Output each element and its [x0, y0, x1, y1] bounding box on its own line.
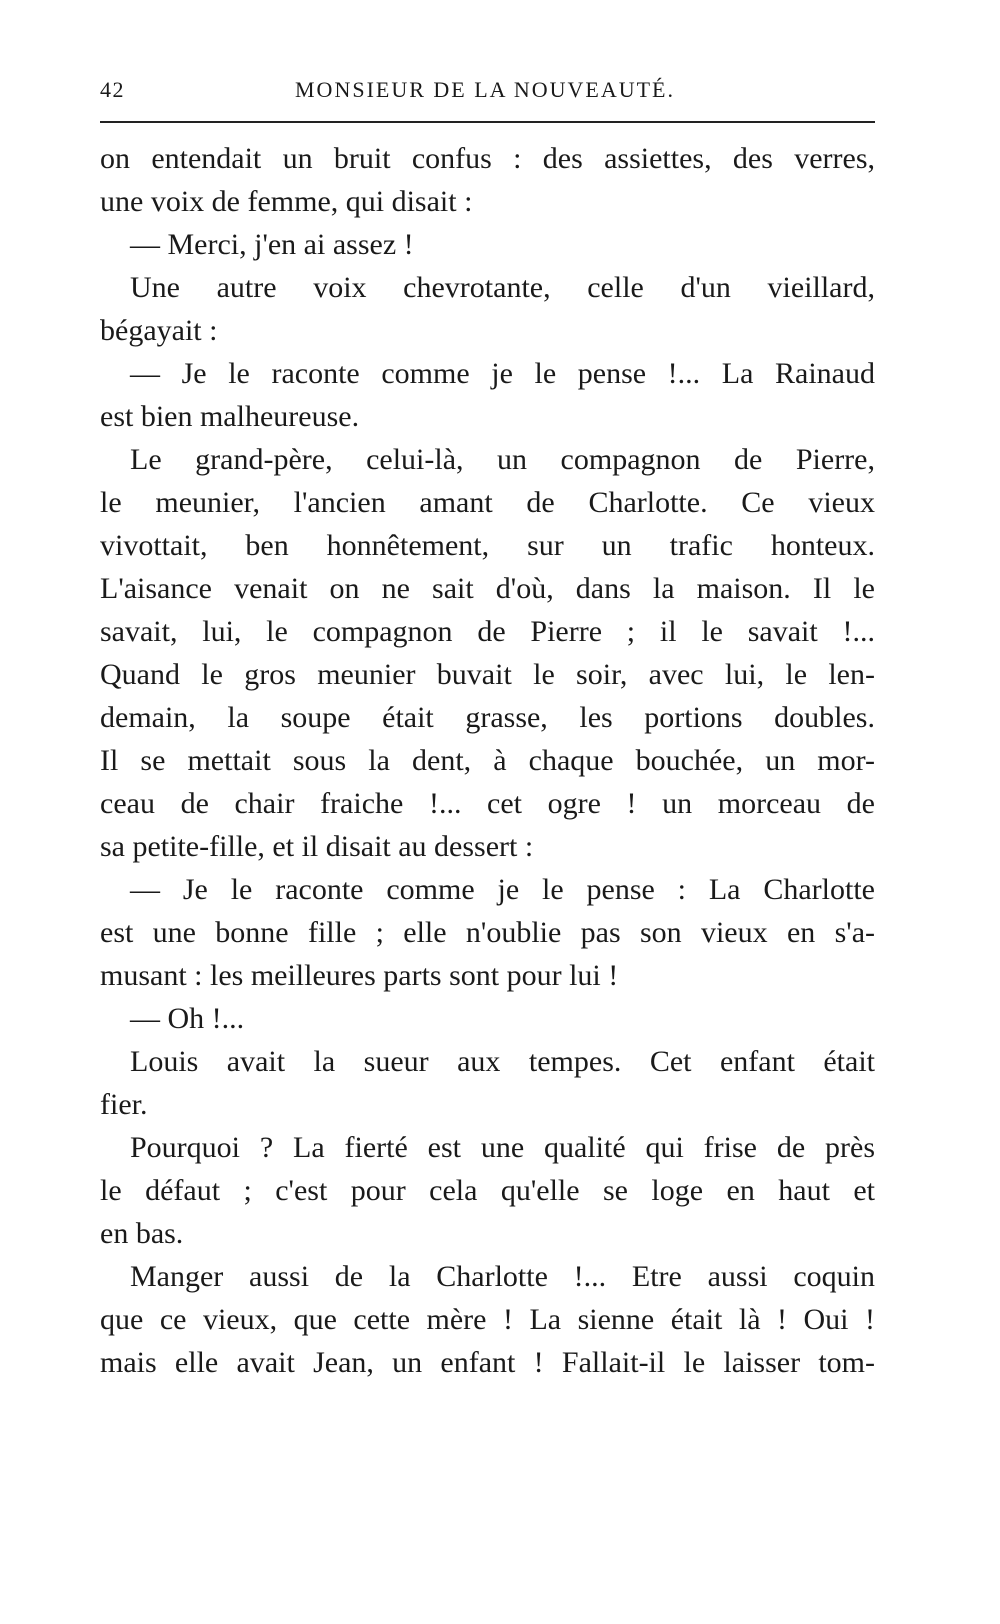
- text-line: une voix de femme, qui disait :: [100, 185, 473, 218]
- text-line: est une bonne fille ; elle n'oublie pas son vieux en s'a-: [100, 916, 875, 949]
- running-head: [100, 77, 875, 117]
- text-line: on entendait un bruit confus : des assiettes, des verres,: [100, 142, 875, 175]
- text-line: vivottait, ben honnêtement, sur un trafic honteux.: [100, 529, 875, 562]
- text-line: — Merci, j'en ai assez !: [130, 228, 414, 261]
- text-line: Pourquoi ? La fierté est une qualité qui frise de près: [130, 1131, 875, 1164]
- book-page: [100, 0, 875, 1384]
- text-line: en bas.: [100, 1217, 184, 1250]
- text-line: musant : les meilleures parts sont pour lui !: [100, 959, 619, 992]
- text-line: savait, lui, le compagnon de Pierre ; il le savait !...: [100, 615, 875, 648]
- text-line: — Je le raconte comme je le pense !... La Rainaud: [130, 357, 875, 390]
- text-line: demain, la soupe était grasse, les portions doubles.: [100, 701, 875, 734]
- text-line: bégayait :: [100, 314, 218, 347]
- text-line: Quand le gros meunier buvait le soir, avec lui, le len-: [100, 658, 875, 691]
- text-line: mais elle avait Jean, un enfant ! Fallait-il le laisser tom-: [100, 1346, 875, 1379]
- text-line: le défaut ; c'est pour cela qu'elle se loge en haut et: [100, 1174, 875, 1207]
- body-text: [100, 137, 875, 1384]
- text-line: Louis avait la sueur aux tempes. Cet enfant était: [130, 1045, 875, 1078]
- text-line: Le grand-père, celui-là, un compagnon de Pierre,: [130, 443, 875, 476]
- text-line: le meunier, l'ancien amant de Charlotte. Ce vieux: [100, 486, 875, 519]
- text-line: sa petite-fille, et il disait au dessert :: [100, 830, 534, 863]
- running-title: MONSIEUR DE LA NOUVEAUTÉ.: [295, 77, 675, 102]
- text-line: L'aisance venait on ne sait d'où, dans la maison. Il le: [100, 572, 875, 605]
- text-line: Il se mettait sous la dent, à chaque bouchée, un mor-: [100, 744, 875, 777]
- page-number: 42: [100, 77, 125, 102]
- text-line: Manger aussi de la Charlotte !... Etre aussi coquin: [130, 1260, 875, 1293]
- text-line: est bien malheureuse.: [100, 400, 360, 433]
- text-line: — Je le raconte comme je le pense : La Charlotte: [130, 873, 875, 906]
- text-line: — Oh !...: [130, 1002, 245, 1035]
- header-rule: [100, 121, 875, 123]
- text-line: Une autre voix chevrotante, celle d'un vieillard,: [130, 271, 875, 304]
- text-line: fier.: [100, 1088, 148, 1121]
- text-line: que ce vieux, que cette mère ! La sienne était là ! Oui !: [100, 1303, 875, 1336]
- text-line: ceau de chair fraiche !... cet ogre ! un morceau de: [100, 787, 875, 820]
